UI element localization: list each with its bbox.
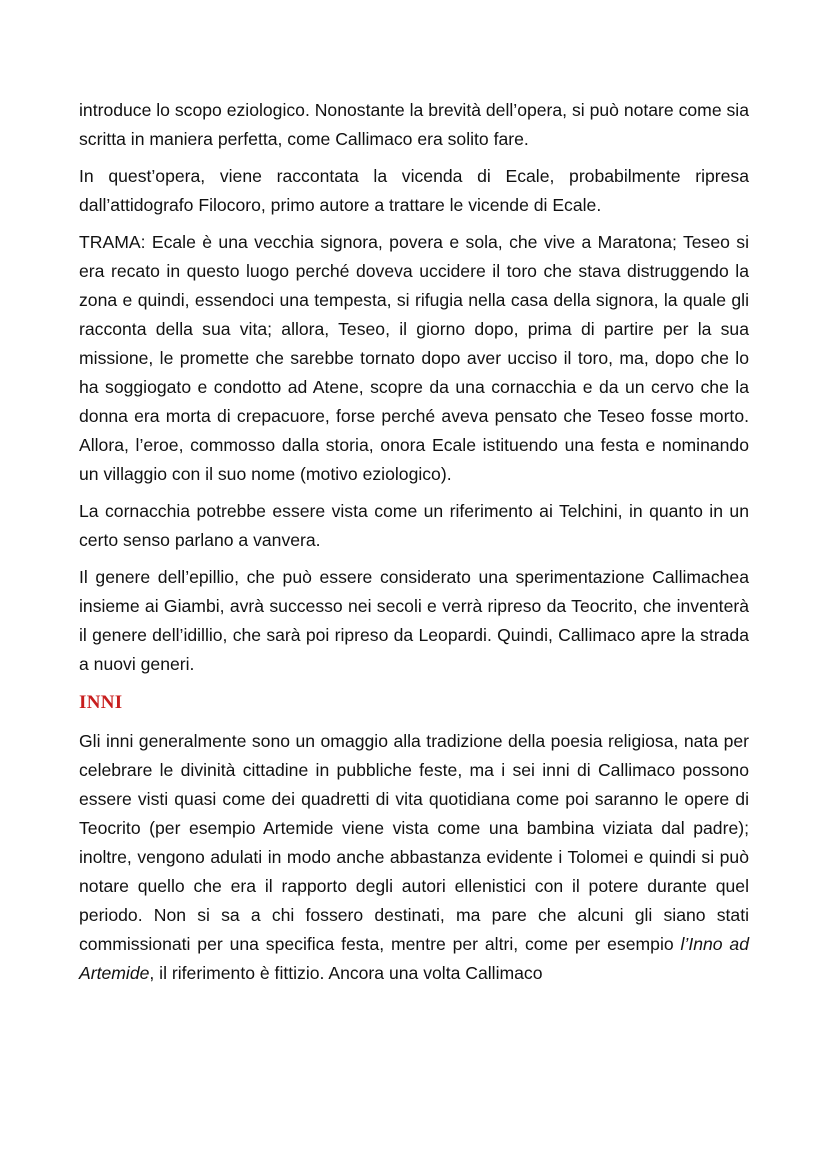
paragraph-inni-text: Gli inni generalmente sono un omaggio alla tradizione della poesia religiosa, nata per celebrare le divinità cittadine in pubbliche feste, ma i sei inni di Callimaco possono essere visti quasi come dei quadretti di vita quotidiana come poi saranno le opere di Teocrito (per esempio Artemide viene vista come una bambina viziata dal padre); inoltre, vengono adulati in modo anche abbastanza evidente i Tolomei e quindi si può notare quello che era il rapporto degli autori ellenistici con il potere durante quel periodo. Non si sa a chi fossero destinati, ma pare che alcuni gli siano stati commissionati per una specifica festa, mentre per altri, come per esempio [79, 731, 749, 954]
paragraph-vicenda-ecale: In quest’opera, viene raccontata la vicenda di Ecale, probabilmente ripresa dall’attidografo Filocoro, primo autore a trattare le vicende di Ecale. [79, 166, 749, 215]
section-heading-inni: INNI [79, 692, 123, 713]
paragraph-intro-eziologico: introduce lo scopo eziologico. Nonostante la brevità dell’opera, si può notare come sia scritta in maniera perfetta, come Callimaco era solito fare. [79, 100, 749, 149]
paragraph-inni [79, 727, 749, 988]
document-page [79, 96, 749, 988]
paragraph-inni-italic-title: l’Inno ad Artemide [79, 934, 749, 983]
paragraph-genere-epillio: Il genere dell’epillio, che può essere considerato una sperimentazione Callimachea insieme ai Giambi, avrà successo nei secoli e verrà ripreso da Teocrito, che inventerà il genere dell’idillio, che sarà poi ripreso da Leopardi. Quindi, Callimaco apre la strada a nuovi generi. [79, 567, 749, 674]
paragraph-cornacchia: La cornacchia potrebbe essere vista come un riferimento ai Telchini, in quanto in un certo senso parlano a vanvera. [79, 501, 749, 550]
paragraph-inni-text-end: , il riferimento è fittizio. Ancora una volta Callimaco [149, 963, 543, 983]
paragraph-trama: TRAMA: Ecale è una vecchia signora, povera e sola, che vive a Maratona; Teseo si era recato in questo luogo perché doveva uccidere il toro che stava distruggendo la zona e quindi, essendoci una tempesta, si rifugia nella casa della signora, la quale gli racconta della sua vita; allora, Teseo, il giorno dopo, prima di partire per la sua missione, le promette che sarebbe tornato dopo aver ucciso il toro, ma, dopo che lo ha soggiogato e condotto ad Atene, scopre da una cornacchia e da un cervo che la donna era morta di crepacuore, forse perché aveva pensato che Teseo fosse morto. Allora, l’eroe, commosso dalla storia, onora Ecale istituendo una festa e nominando un villaggio con il suo nome (motivo eziologico). [79, 232, 749, 484]
